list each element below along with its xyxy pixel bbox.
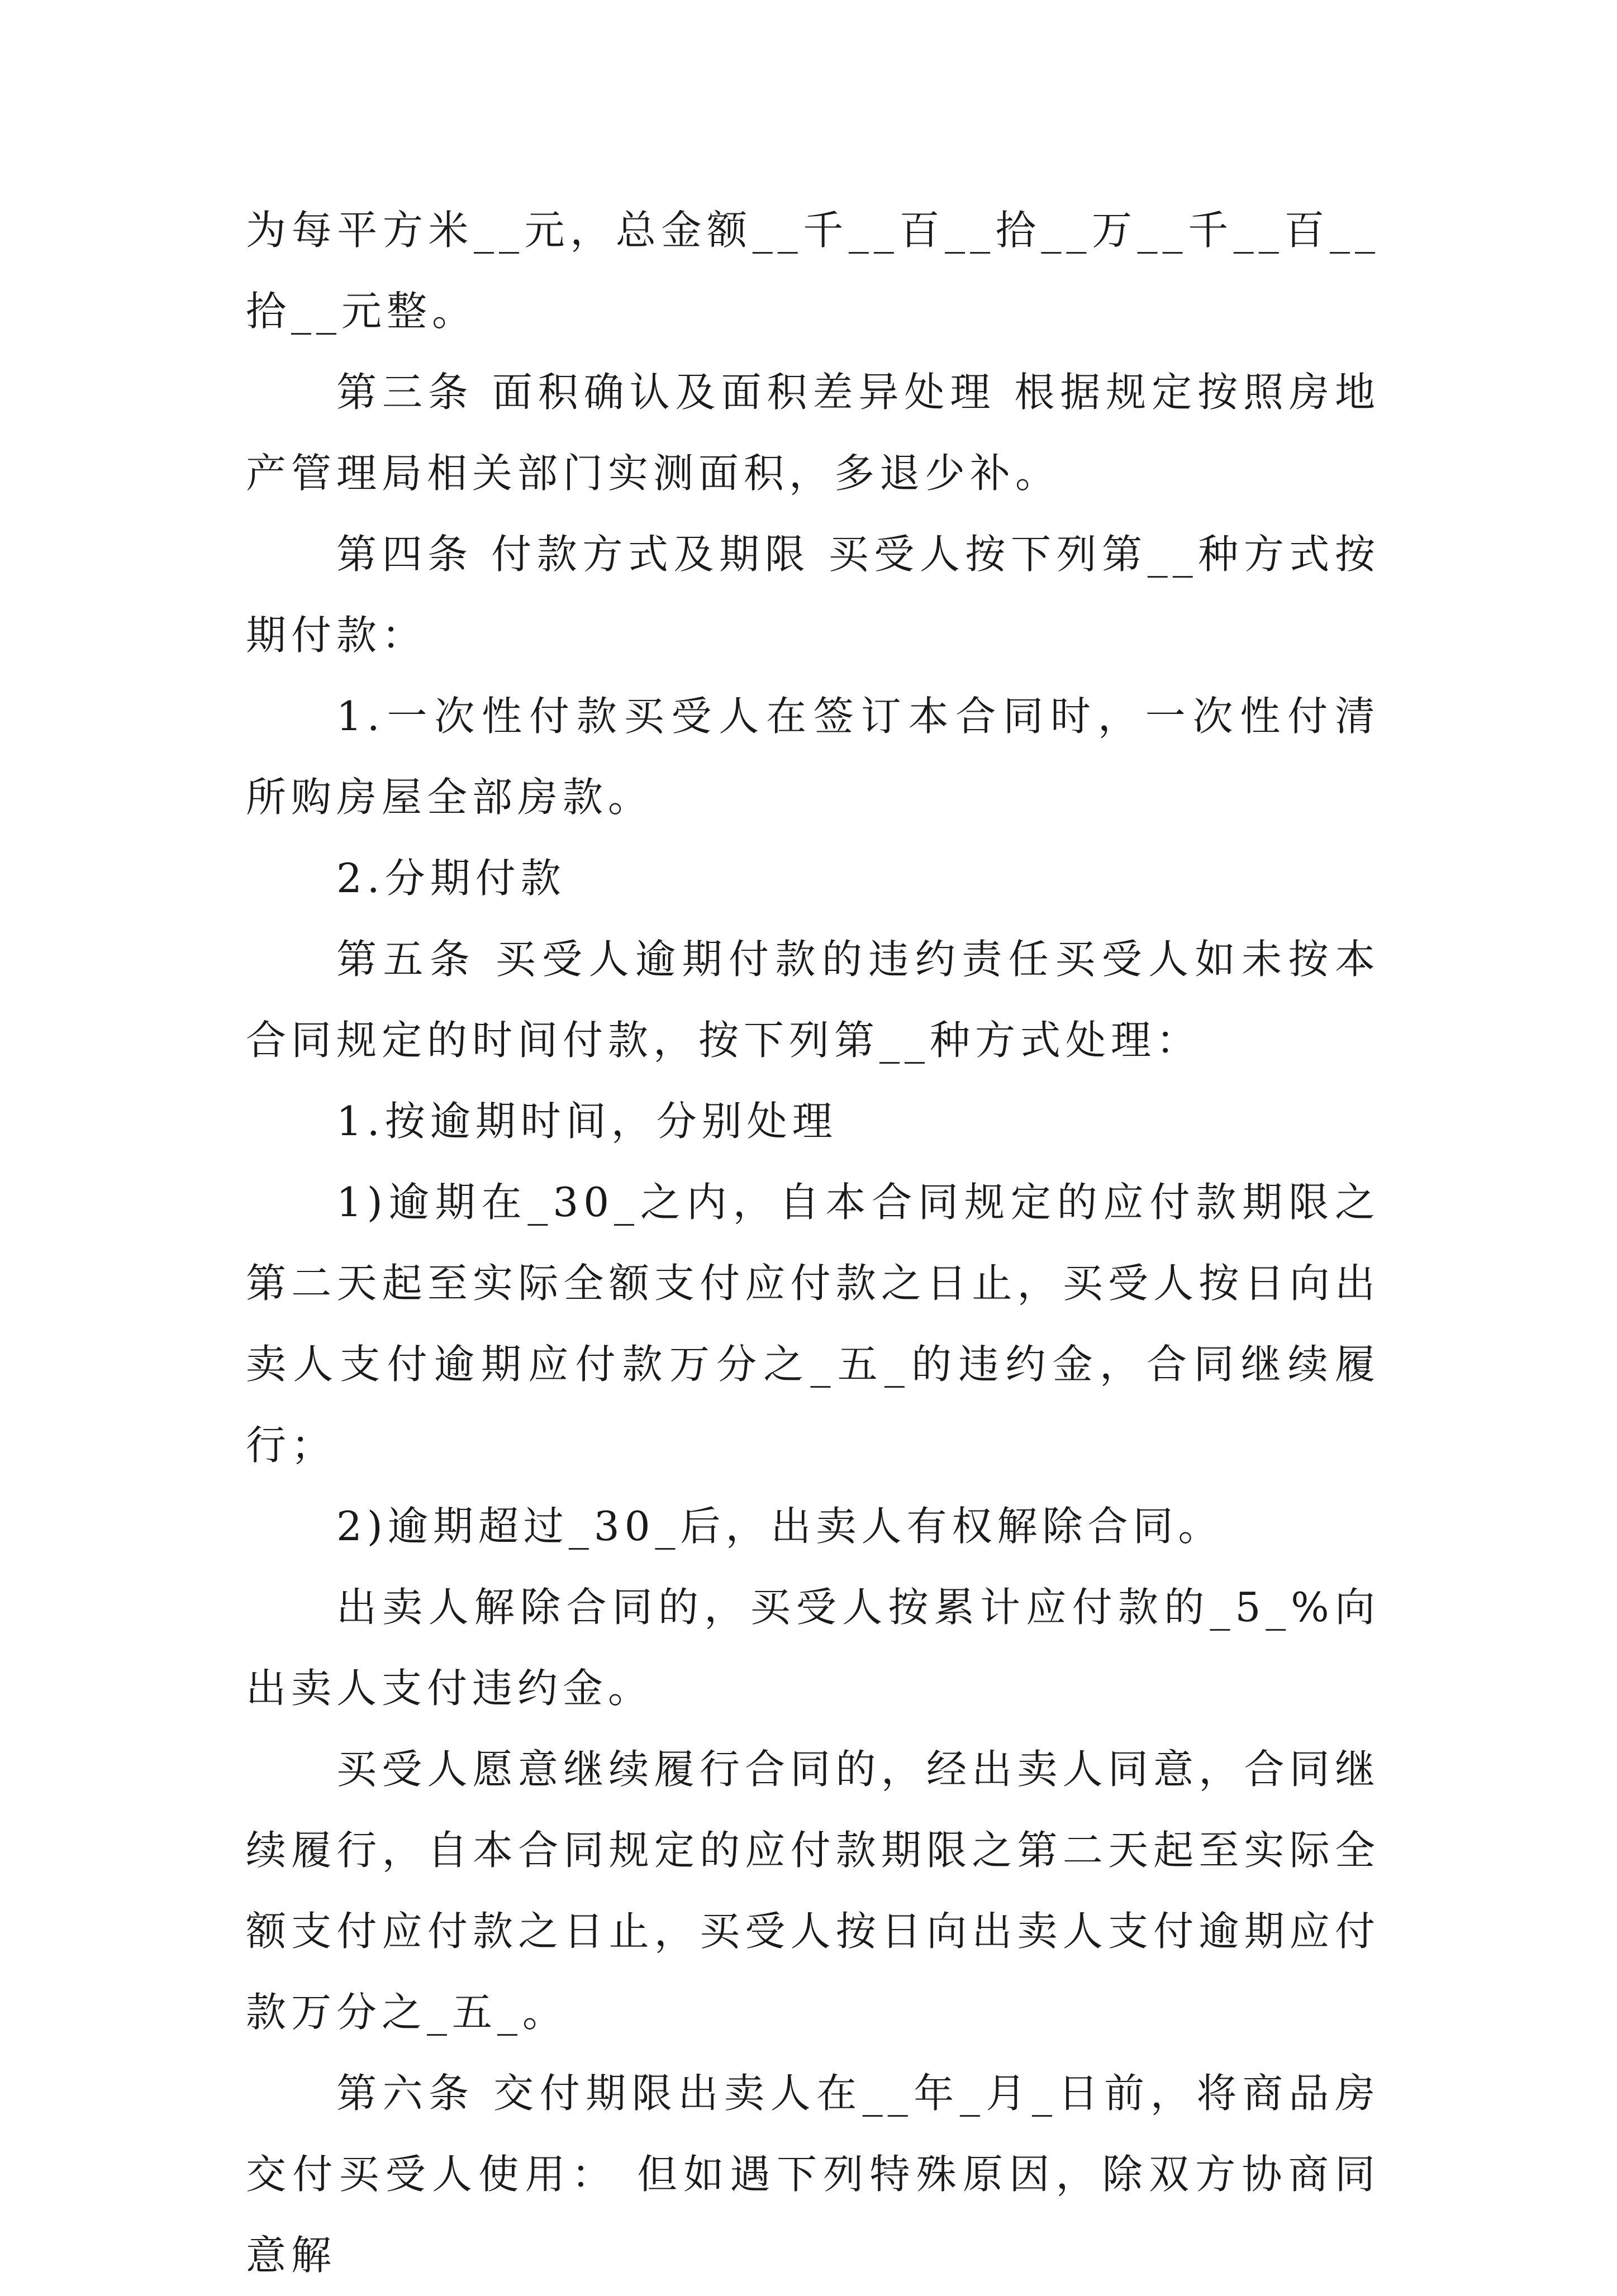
paragraph-article-3: 第三条 面积确认及面积差异处理 根据规定按照房地产管理局相关部门实测面积，多退少补。 — [246, 369, 1380, 497]
paragraph-continue-contract: 买受人愿意继续履行合同的，经出卖人同意，合同继续履行，自本合同规定的应付款期限之第二天起至实际全额支付应付款之日止，买受人按日向出卖人支付逾期应付款万分之_五_。 — [246, 1746, 1380, 2036]
paragraph-termination-penalty: 出卖人解除合同的，买受人按累计应付款的_5_%向出卖人支付违约金。 — [246, 1584, 1380, 1712]
paragraph-overdue-handling: 1.按逾期时间，分别处理 — [336, 1098, 838, 1145]
paragraph-article-6: 第六条 交付期限出卖人在__年_月_日前，将商品房交付买受人使用： 但如遇下列特殊原因，除双方协商同意解 — [246, 2070, 1380, 2279]
paragraph-overdue-exceed: 2)逾期超过_30_后，出卖人有权解除合同。 — [336, 1503, 1224, 1550]
paragraph-article-5: 第五条 买受人逾期付款的违约责任买受人如未按本合同规定的时间付款，按下列第__种方式处理： — [246, 936, 1380, 1064]
paragraph-installment: 2.分期付款 — [336, 855, 566, 902]
paragraph-article-4: 第四条 付款方式及期限 买受人按下列第__种方式按期付款： — [246, 531, 1380, 659]
document-body — [246, 190, 1380, 2296]
paragraph-price-total: 为每平方米__元，总金额__千__百__拾__万__千__百__拾__元整。 — [246, 207, 1380, 335]
paragraph-overdue-within: 1)逾期在_30_之内，自本合同规定的应付款期限之第二天起至实际全额支付应付款之日止，买受人按日向出卖人支付逾期应付款万分之_五_的违约金，合同继续履行； — [246, 1179, 1380, 1469]
paragraph-lump-sum: 1.一次性付款买受人在签订本合同时，一次性付清所购房屋全部房款。 — [246, 693, 1380, 821]
